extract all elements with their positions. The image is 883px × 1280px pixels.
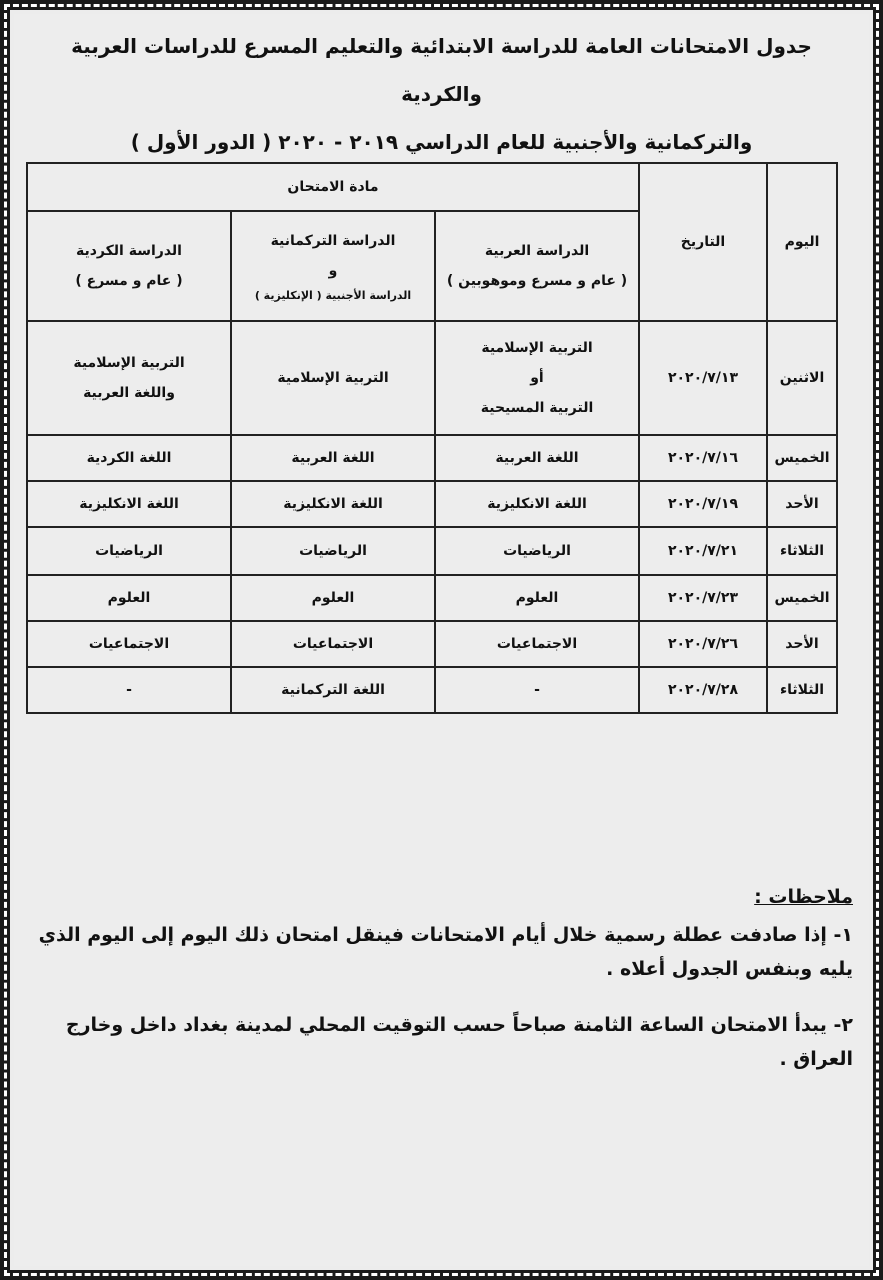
exam-schedule-table bbox=[26, 162, 838, 714]
cell-turkmen: اللغة العربية bbox=[231, 435, 435, 481]
cell-date: ٢٠٢٠/٧/١٦ bbox=[639, 435, 767, 481]
title-line-2: والتركمانية والأجنبية للعام الدراسي ٢٠١٩ - ٢٠٢٠ ( الدور الأول ) bbox=[130, 130, 753, 154]
cell-day: الثلاثاء bbox=[767, 527, 837, 575]
cell-day: الثلاثاء bbox=[767, 667, 837, 713]
cell-kurdish: التربية الإسلامية واللغة العربية bbox=[27, 321, 231, 435]
table-row bbox=[27, 527, 837, 575]
cell-date: ٢٠٢٠/٧/١٣ bbox=[639, 321, 767, 435]
cell-date: ٢٠٢٠/٧/١٩ bbox=[639, 481, 767, 527]
header-arabic-study bbox=[435, 211, 639, 321]
notes-heading: ملاحظات : bbox=[754, 886, 853, 908]
header-subject: مادة الامتحان bbox=[27, 163, 639, 211]
cell-day: الأحد bbox=[767, 621, 837, 667]
table-row bbox=[27, 481, 837, 527]
cell-kurdish: الاجتماعيات bbox=[27, 621, 231, 667]
document-title bbox=[30, 22, 853, 166]
header-kurdish-line1: الدراسة الكردية bbox=[76, 243, 182, 259]
table-row bbox=[27, 435, 837, 481]
cell-turkmen: العلوم bbox=[231, 575, 435, 621]
cell-date: ٢٠٢٠/٧/٢٣ bbox=[639, 575, 767, 621]
table-row bbox=[27, 621, 837, 667]
cell-turkmen: الرياضيات bbox=[231, 527, 435, 575]
cell-kurdish: اللغة الانكليزية bbox=[27, 481, 231, 527]
header-day: اليوم bbox=[767, 163, 837, 321]
table-row bbox=[27, 321, 837, 435]
cell-kurdish: العلوم bbox=[27, 575, 231, 621]
cell-day: الاثنين bbox=[767, 321, 837, 435]
cell-arabic: - bbox=[435, 667, 639, 713]
header-arabic-line2: ( عام و مسرع وموهوبين ) bbox=[446, 273, 628, 289]
cell-day: الأحد bbox=[767, 481, 837, 527]
cell-turkmen: الاجتماعيات bbox=[231, 621, 435, 667]
note-2: ٢- يبدأ الامتحان الساعة الثامنة صباحاً حسب التوقيت المحلي لمدينة بغداد داخل وخارج العراق . bbox=[65, 1014, 853, 1070]
header-turkmen-line3: الدراسة الأجنبية ( الإنكليزية ) bbox=[254, 289, 412, 302]
cell-date: ٢٠٢٠/٧/٢٨ bbox=[639, 667, 767, 713]
cell-arabic: الرياضيات bbox=[435, 527, 639, 575]
table-row bbox=[27, 667, 837, 713]
cell-day: الخميس bbox=[767, 575, 837, 621]
table-row bbox=[27, 575, 837, 621]
cell-date: ٢٠٢٠/٧/٢٦ bbox=[639, 621, 767, 667]
cell-kurdish: الرياضيات bbox=[27, 527, 231, 575]
cell-arabic: اللغة العربية bbox=[435, 435, 639, 481]
note-1: ١- إذا صادفت عطلة رسمية خلال أيام الامتحانات فينقل امتحان ذلك اليوم إلى اليوم الذي يليه وبنفس الجدول أعلاه . bbox=[38, 924, 853, 980]
header-arabic-line1: الدراسة العربية bbox=[484, 243, 590, 259]
title-line-1: جدول الامتحانات العامة للدراسة الابتدائية والتعليم المسرع للدراسات العربية والكردية bbox=[71, 34, 812, 106]
cell-kurdish: - bbox=[27, 667, 231, 713]
cell-arabic: العلوم bbox=[435, 575, 639, 621]
cell-arabic: التربية الإسلامية أو التربية المسيحية bbox=[435, 321, 639, 435]
header-kurdish-line2: ( عام و مسرع ) bbox=[75, 273, 183, 289]
cell-turkmen: اللغة التركمانية bbox=[231, 667, 435, 713]
cell-kurdish: اللغة الكردية bbox=[27, 435, 231, 481]
header-kurdish-study bbox=[27, 211, 231, 321]
header-turkmen-line1: الدراسة التركمانية bbox=[270, 233, 396, 249]
cell-date: ٢٠٢٠/٧/٢١ bbox=[639, 527, 767, 575]
cell-turkmen: اللغة الانكليزية bbox=[231, 481, 435, 527]
schedule-body bbox=[27, 321, 837, 713]
cell-arabic: اللغة الانكليزية bbox=[435, 481, 639, 527]
notes-section bbox=[30, 880, 853, 1098]
cell-arabic: الاجتماعيات bbox=[435, 621, 639, 667]
cell-day: الخميس bbox=[767, 435, 837, 481]
header-date: التاريخ bbox=[639, 163, 767, 321]
header-turkmen-study bbox=[231, 211, 435, 321]
cell-turkmen: التربية الإسلامية bbox=[231, 321, 435, 435]
header-turkmen-line2: و bbox=[328, 263, 338, 279]
